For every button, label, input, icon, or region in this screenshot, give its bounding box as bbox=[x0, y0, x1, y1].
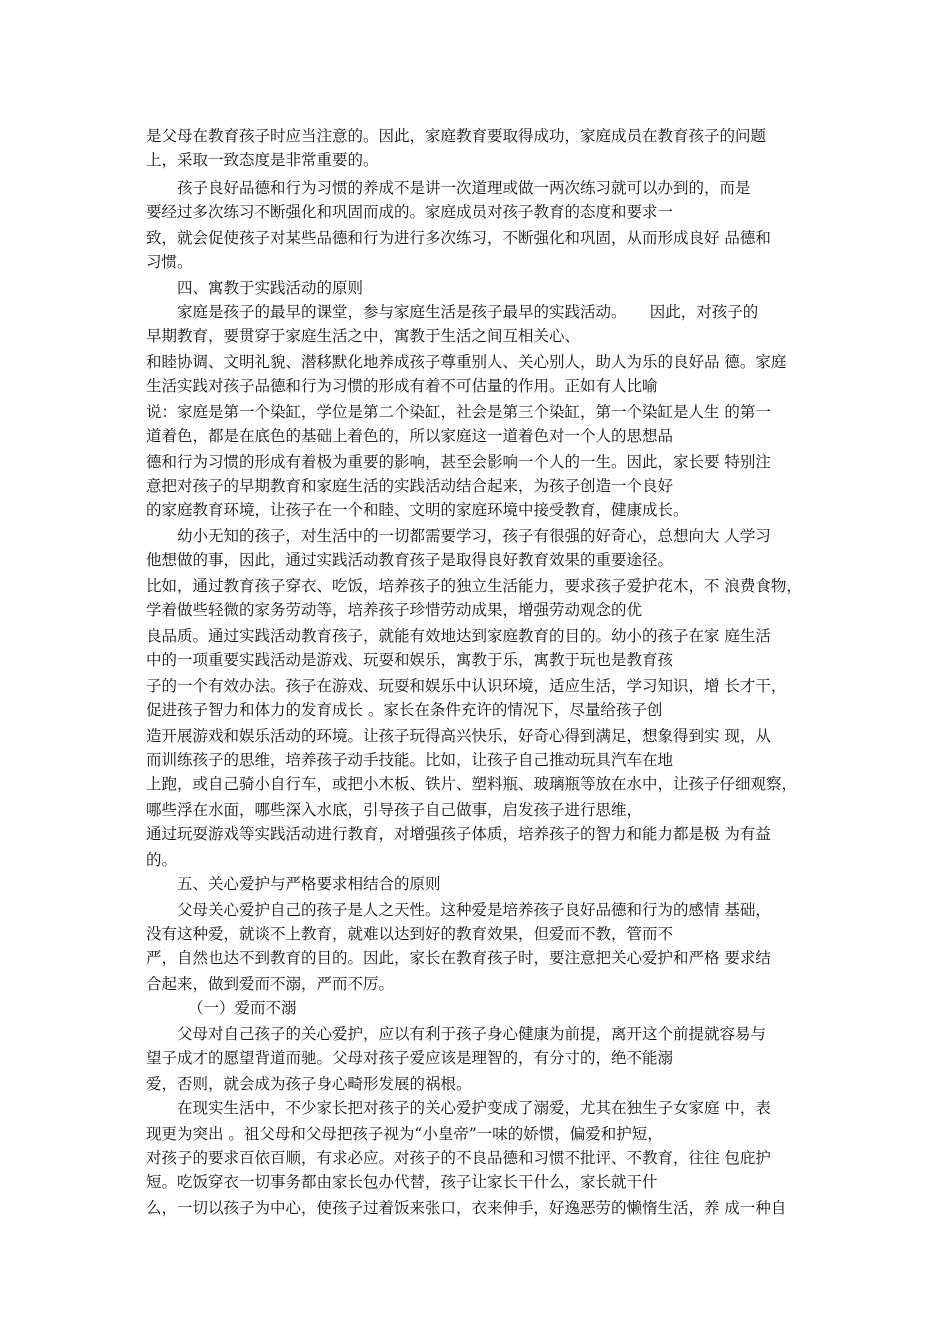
text-line: 么，一切以孩子为中心，使孩子过着饭来张口，衣来伸手，好逸恶劳的懒惰生活，养 成一种自 bbox=[146, 1199, 787, 1217]
text-line: 促进孩子智力和体力的发育成长 。家长在条件充许的情况下，尽量给孩子创 bbox=[146, 701, 663, 719]
text-line: 习惯。 bbox=[146, 253, 193, 271]
section-heading: 五、关心爱护与严格要求相结合的原则 bbox=[177, 875, 441, 893]
subsection-heading: （一）爱而不溺 bbox=[188, 999, 297, 1017]
text-line: 幼小无知的孩子，对生活中的一切都需要学习，孩子有很强的好奇心，总想向大 人学习 bbox=[177, 527, 771, 545]
text-line: 造开展游戏和娱乐活动的环境。让孩子玩得高兴快乐，好奇心得到满足，想象得到实 现，从 bbox=[146, 727, 771, 745]
text-line: 在现实生活中，不少家长把对孩子的关心爱护变成了溺爱，尤其在独生子女家庭 中，表 bbox=[177, 1099, 771, 1117]
text-line: 的。 bbox=[146, 851, 178, 869]
text-line: 致，就会促使孩子对某些品德和行为进行多次练习，不断强化和巩固，从而形成良好 品德和 bbox=[146, 229, 771, 247]
text-line: 道着色，都是在底色的基础上着色的，所以家庭这一道着色对一个人的思想品 bbox=[146, 427, 674, 445]
text-line: 生活实践对孩子品德和行为习惯的形成有着不可估量的作用。正如有人比喻 bbox=[146, 377, 658, 395]
text-line: 父母关心爱护自己的孩子是人之天性。这种爱是培养孩子良好品德和行为的感情 基础， bbox=[177, 901, 771, 919]
text-line: 子的一个有效办法。孩子在游戏、玩耍和娱乐中认识环境，适应生活，学习知识，增 长才干， bbox=[146, 677, 787, 695]
text-line: 良品质。通过实践活动教育孩子，就能有效地达到家庭教育的目的。幼小的孩子在家 庭生活 bbox=[146, 627, 771, 645]
text-line: 的家庭教育环境，让孩子在一个和睦、文明的家庭环境中接受教育，健康成长。 bbox=[146, 501, 689, 519]
text-line: 家庭是孩子的最早的课堂，参与家庭生活是孩子最早的实践活动。 因此，对孩子的 bbox=[177, 303, 759, 321]
text-line: 他想做的事，因此，通过实践活动教育孩子是取得良好教育效果的重要途径。 bbox=[146, 551, 674, 569]
text-line: 父母对自己孩子的关心爱护，应以有利于孩子身心健康为前提，离开这个前提就容易与 bbox=[177, 1025, 767, 1043]
text-line: 通过玩耍游戏等实践活动进行教育，对增强孩子体质，培养孩子的智力和能力都是极 为有益 bbox=[146, 825, 771, 843]
text-line: 上，采取一致态度是非常重要的。 bbox=[146, 151, 379, 169]
text-line: 哪些浮在水面，哪些深入水底，引导孩子自己做事，启发孩子进行思维， bbox=[146, 801, 643, 819]
text-line: 现更为突出 。祖父母和父母把孩子视为“小皇帝”一味的娇惯，偏爱和护短， bbox=[146, 1125, 663, 1143]
text-line: 是父母在教育孩子时应当注意的。因此，家庭教育要取得成功，家庭成员在教育孩子的问题 bbox=[146, 127, 767, 145]
text-line: 没有这种爱，就谈不上教育，就难以达到好的教育效果，但爱而不教，管而不 bbox=[146, 925, 674, 943]
text-line: 要经过多次练习不断强化和巩固而成的。家庭成员对孩子教育的态度和要求一 bbox=[146, 203, 674, 221]
text-line: 合起来，做到爱而不溺，严而不厉。 bbox=[146, 975, 395, 993]
text-line: 德和行为习惯的形成有着极为重要的影响，甚至会影响一个人的一生。因此，家长要 特别注 bbox=[146, 453, 771, 471]
text-line: 孩子良好品德和行为习惯的养成不是讲一次道理或做一两次练习就可以办到的，而是 bbox=[177, 179, 751, 197]
text-line: 意把对孩子的早期教育和家庭生活的实践活动结合起来，为孩子创造一个良好 bbox=[146, 477, 674, 495]
text-line: 和睦协调、文明礼貌、潜移默化地养成孩子尊重别人、关心别人，助人为乐的良好品 德。家庭 bbox=[146, 353, 787, 371]
text-line: 学着做些轻微的家务劳动等，培养孩子珍惜劳动成果，增强劳动观念的优 bbox=[146, 601, 643, 619]
text-line: 严，自然也达不到教育的目的。因此，家长在教育孩子时，要注意把关心爱护和严格 要求结 bbox=[146, 949, 771, 967]
text-line: 说：家庭是第一个染缸，学位是第二个染缸，社会是第三个染缸，第一个染缸是人生 的第一 bbox=[146, 403, 771, 421]
text-line: 比如，通过教育孩子穿衣、吃饭，培养孩子的独立生活能力，要求孩子爱护花木，不 浪费食物， bbox=[146, 577, 802, 595]
text-line: 而训练孩子的思维，培养孩子动手技能。比如，让孩子自己推动玩具汽车在地 bbox=[146, 751, 674, 769]
text-line: 早期教育，要贯穿于家庭生活之中，寓教于生活之间互相关心、 bbox=[146, 327, 581, 345]
text-line: 上跑，或自己骑小自行车，或把小木板、铁片、塑料瓶、玻璃瓶等放在水中，让孩子仔细观察， bbox=[146, 775, 798, 793]
section-heading: 四、寓教于实践活动的原则 bbox=[177, 279, 364, 297]
text-line: 对孩子的要求百依百顺，有求必应。对孩子的不良品德和习惯不批评、不教育，往往 包庇护 bbox=[146, 1149, 771, 1167]
text-line: 中的一项重要实践活动是游戏、玩耍和娱乐，寓教于乐，寓教于玩也是教育孩 bbox=[146, 651, 674, 669]
text-line: 爱，否则，就会成为孩子身心畸形发展的祸根。 bbox=[146, 1075, 472, 1093]
text-line: 望子成才的愿望背道而驰。父母对孩子爱应该是理智的，有分寸的，绝不能溺 bbox=[146, 1049, 674, 1067]
text-line: 短。吃饭穿衣一切事务都由家长包办代替，孩子让家长干什么，家长就干什 bbox=[146, 1173, 658, 1191]
